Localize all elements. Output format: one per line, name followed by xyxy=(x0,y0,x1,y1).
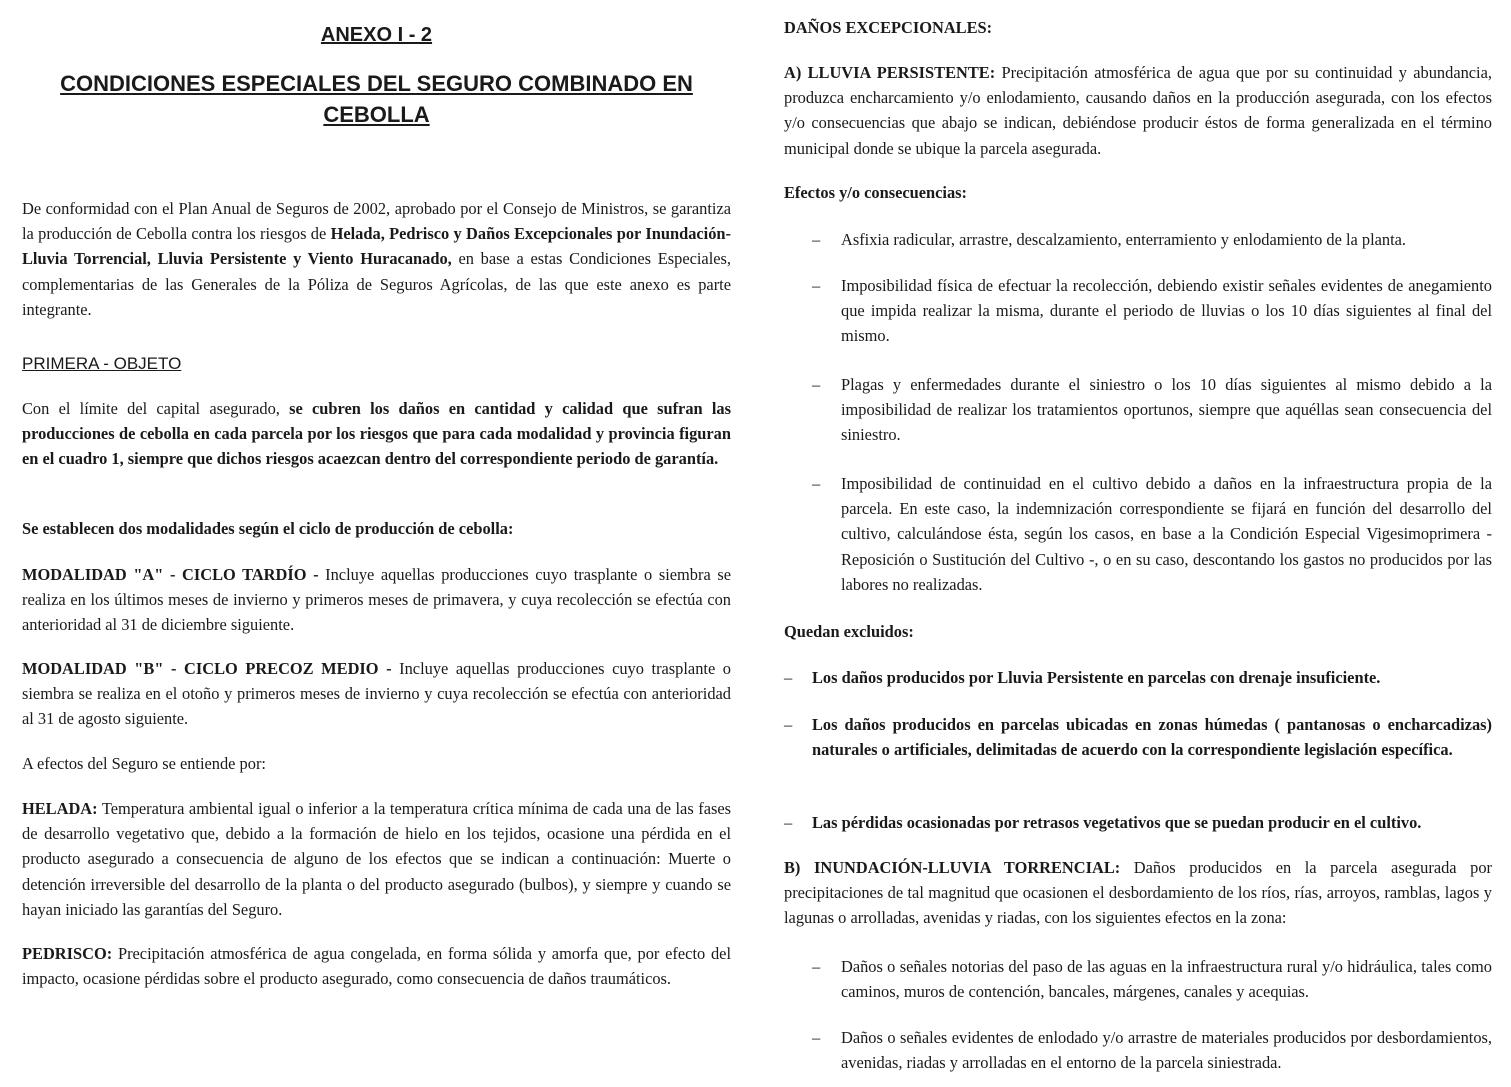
efecto-item: – Plagas y enfermedades durante el siniestro o los 10 días siguientes al mismo debido a la imposibilidad de realizar los tratamientos oportunos, siempre que aquéllas sean consecuencia del siniestro. xyxy=(812,375,1492,445)
document-title: CONDICIONES ESPECIALES DEL SEGURO COMBINADO EN CEBOLLA xyxy=(60,71,693,127)
section-title-objeto: PRIMERA - OBJETO xyxy=(22,354,182,373)
efectos-heading: Efectos y/o consecuencias: xyxy=(784,183,967,202)
helada-paragraph: HELADA: Temperatura ambiental igual o inferior a la temperatura crítica mínima de cada una de las fases de desarrollo vegetativo que, debido a la formación de hielo en los tejidos, ocasione una pérdida en el producto asegurado a consecuencia de alguno de los efectos que se indican a continuación: Muerte o detención irreversible del desarrollo de la planta o del producto asegurado (bulbos), y siempre y cuando se hayan iniciado las garantías del Seguro. xyxy=(22,799,731,919)
inundacion-item: – Daños o señales notorias del paso de las aguas en la infraestructura rural y/o hidráulica, tales como caminos, muros de contención, bancales, márgenes, canales y acequias. xyxy=(812,957,1492,1002)
pedrisco-paragraph: PEDRISCO: Precipitación atmosférica de agua congelada, en forma sólida y amorfa que, por efecto del impacto, ocasione pérdidas sobre el producto asegurado, como consecuencia de daños traumáticos. xyxy=(22,944,731,989)
annex-label: ANEXO I - 2 xyxy=(320,24,433,46)
objeto-paragraph: Con el límite del capital asegurado, se cubren los daños en cantidad y calidad que sufran las producciones de cebolla en cada parcela por los riesgos que para cada modalidad y provincia figuran en el cuadro 1, siempre que dichos riesgos acaezcan dentro del correspondiente periodo de garantía. xyxy=(22,399,731,469)
excluidos-heading: Quedan excluidos: xyxy=(784,622,914,641)
inundacion-paragraph: B) INUNDACIÓN-LLUVIA TORRENCIAL: Daños producidos en la parcela asegurada por precipitaciones de tal magnitud que ocasionen el desbordamiento de los ríos, rías, arroyos, ramblas, lagos y lagunas o arrolladas, avenidas y riadas, con los siguientes efectos en la zona: xyxy=(784,858,1493,928)
intro-paragraph: De conformidad con el Plan Anual de Seguros de 2002, aprobado por el Consejo de Ministros, se garantiza la producción de Cebolla contra los riesgos de Helada, Pedrisco y Daños Excepcionales por Inundación-Lluvia Torrencial, Lluvia Persistente y Viento Huracanado, en base a estas Condiciones Especiales, complementarias de las Generales de la Póliza de Seguros Agrícolas, de las que este anexo es parte integrante. xyxy=(22,199,732,319)
inundacion-item: – Daños o señales evidentes de enlodado y/o arrastre de materiales producidos por desbordamientos, avenidas, riadas y arrolladas en el entorno de la parcela siniestrada. xyxy=(812,1028,1492,1073)
efecto-item: – Imposibilidad de continuidad en el cultivo debido a daños en la infraestructura propia de la parcela. En este caso, la indemnización correspondiente se fijará en función del desarrollo del cultivo, calculándose ésta, según los casos, en base a la Condición Especial Vigesimoprimera - Reposición o Sustitución del Cultivo -, o en su caso, descontando los gastos no producidos por las labores no realizadas. xyxy=(812,474,1492,594)
excluido-item: – Las pérdidas ocasionadas por retrasos vegetativos que se puedan producir en el cultivo. xyxy=(784,813,1422,832)
modalidad-b-paragraph: MODALIDAD "B" - CICLO PRECOZ MEDIO - Incluye aquellas producciones cuyo trasplante o siembra se realiza en el otoño y primeros meses de invierno y cuya recolección se efectúa con anterioridad al 31 de agosto siguiente. xyxy=(22,659,731,729)
efecto-item: – Asfixia radicular, arrastre, descalzamiento, enterramiento y enlodamiento de la planta. xyxy=(812,230,1407,249)
modalidad-a-paragraph: MODALIDAD "A" - CICLO TARDÍO - Incluye aquellas producciones cuyo trasplante o siembra se realiza en los últimos meses de invierno y primeros meses de primavera, y cuya recolección se efectúa con anterioridad al 31 de diciembre siguiente. xyxy=(22,565,731,635)
danos-excepcionales-heading: DAÑOS EXCEPCIONALES: xyxy=(784,18,993,37)
excluido-item: – Los daños producidos en parcelas ubicadas en zonas húmedas ( pantanosas o encharcadizas) naturales o artificiales, delimitadas de acuerdo con la correspondiente legislación específica. xyxy=(784,715,1492,760)
modalidades-intro: Se establecen dos modalidades según el ciclo de producción de cebolla: xyxy=(22,519,514,538)
efectos-seguro-text: A efectos del Seguro se entiende por: xyxy=(22,754,266,773)
lluvia-persistente-paragraph: A) LLUVIA PERSISTENTE: Precipitación atmosférica de agua que por su continuidad y abundancia, produzca encharcamiento y/o enlodamiento, causando daños en la producción asegurada, con los efectos y/o consecuencias que abajo se indican, debiéndose producir éstos de forma generalizada en el término municipal donde se ubique la parcela asegurada. xyxy=(784,63,1492,158)
efecto-item: – Imposibilidad física de efectuar la recolección, debiendo existir señales evidentes de anegamiento que impida realizar la misma, durante el periodo de lluvias o los 10 días siguientes al final del mismo. xyxy=(812,276,1492,346)
excluido-item: – Los daños producidos por Lluvia Persistente en parcelas con drenaje insuficiente. xyxy=(784,668,1381,687)
